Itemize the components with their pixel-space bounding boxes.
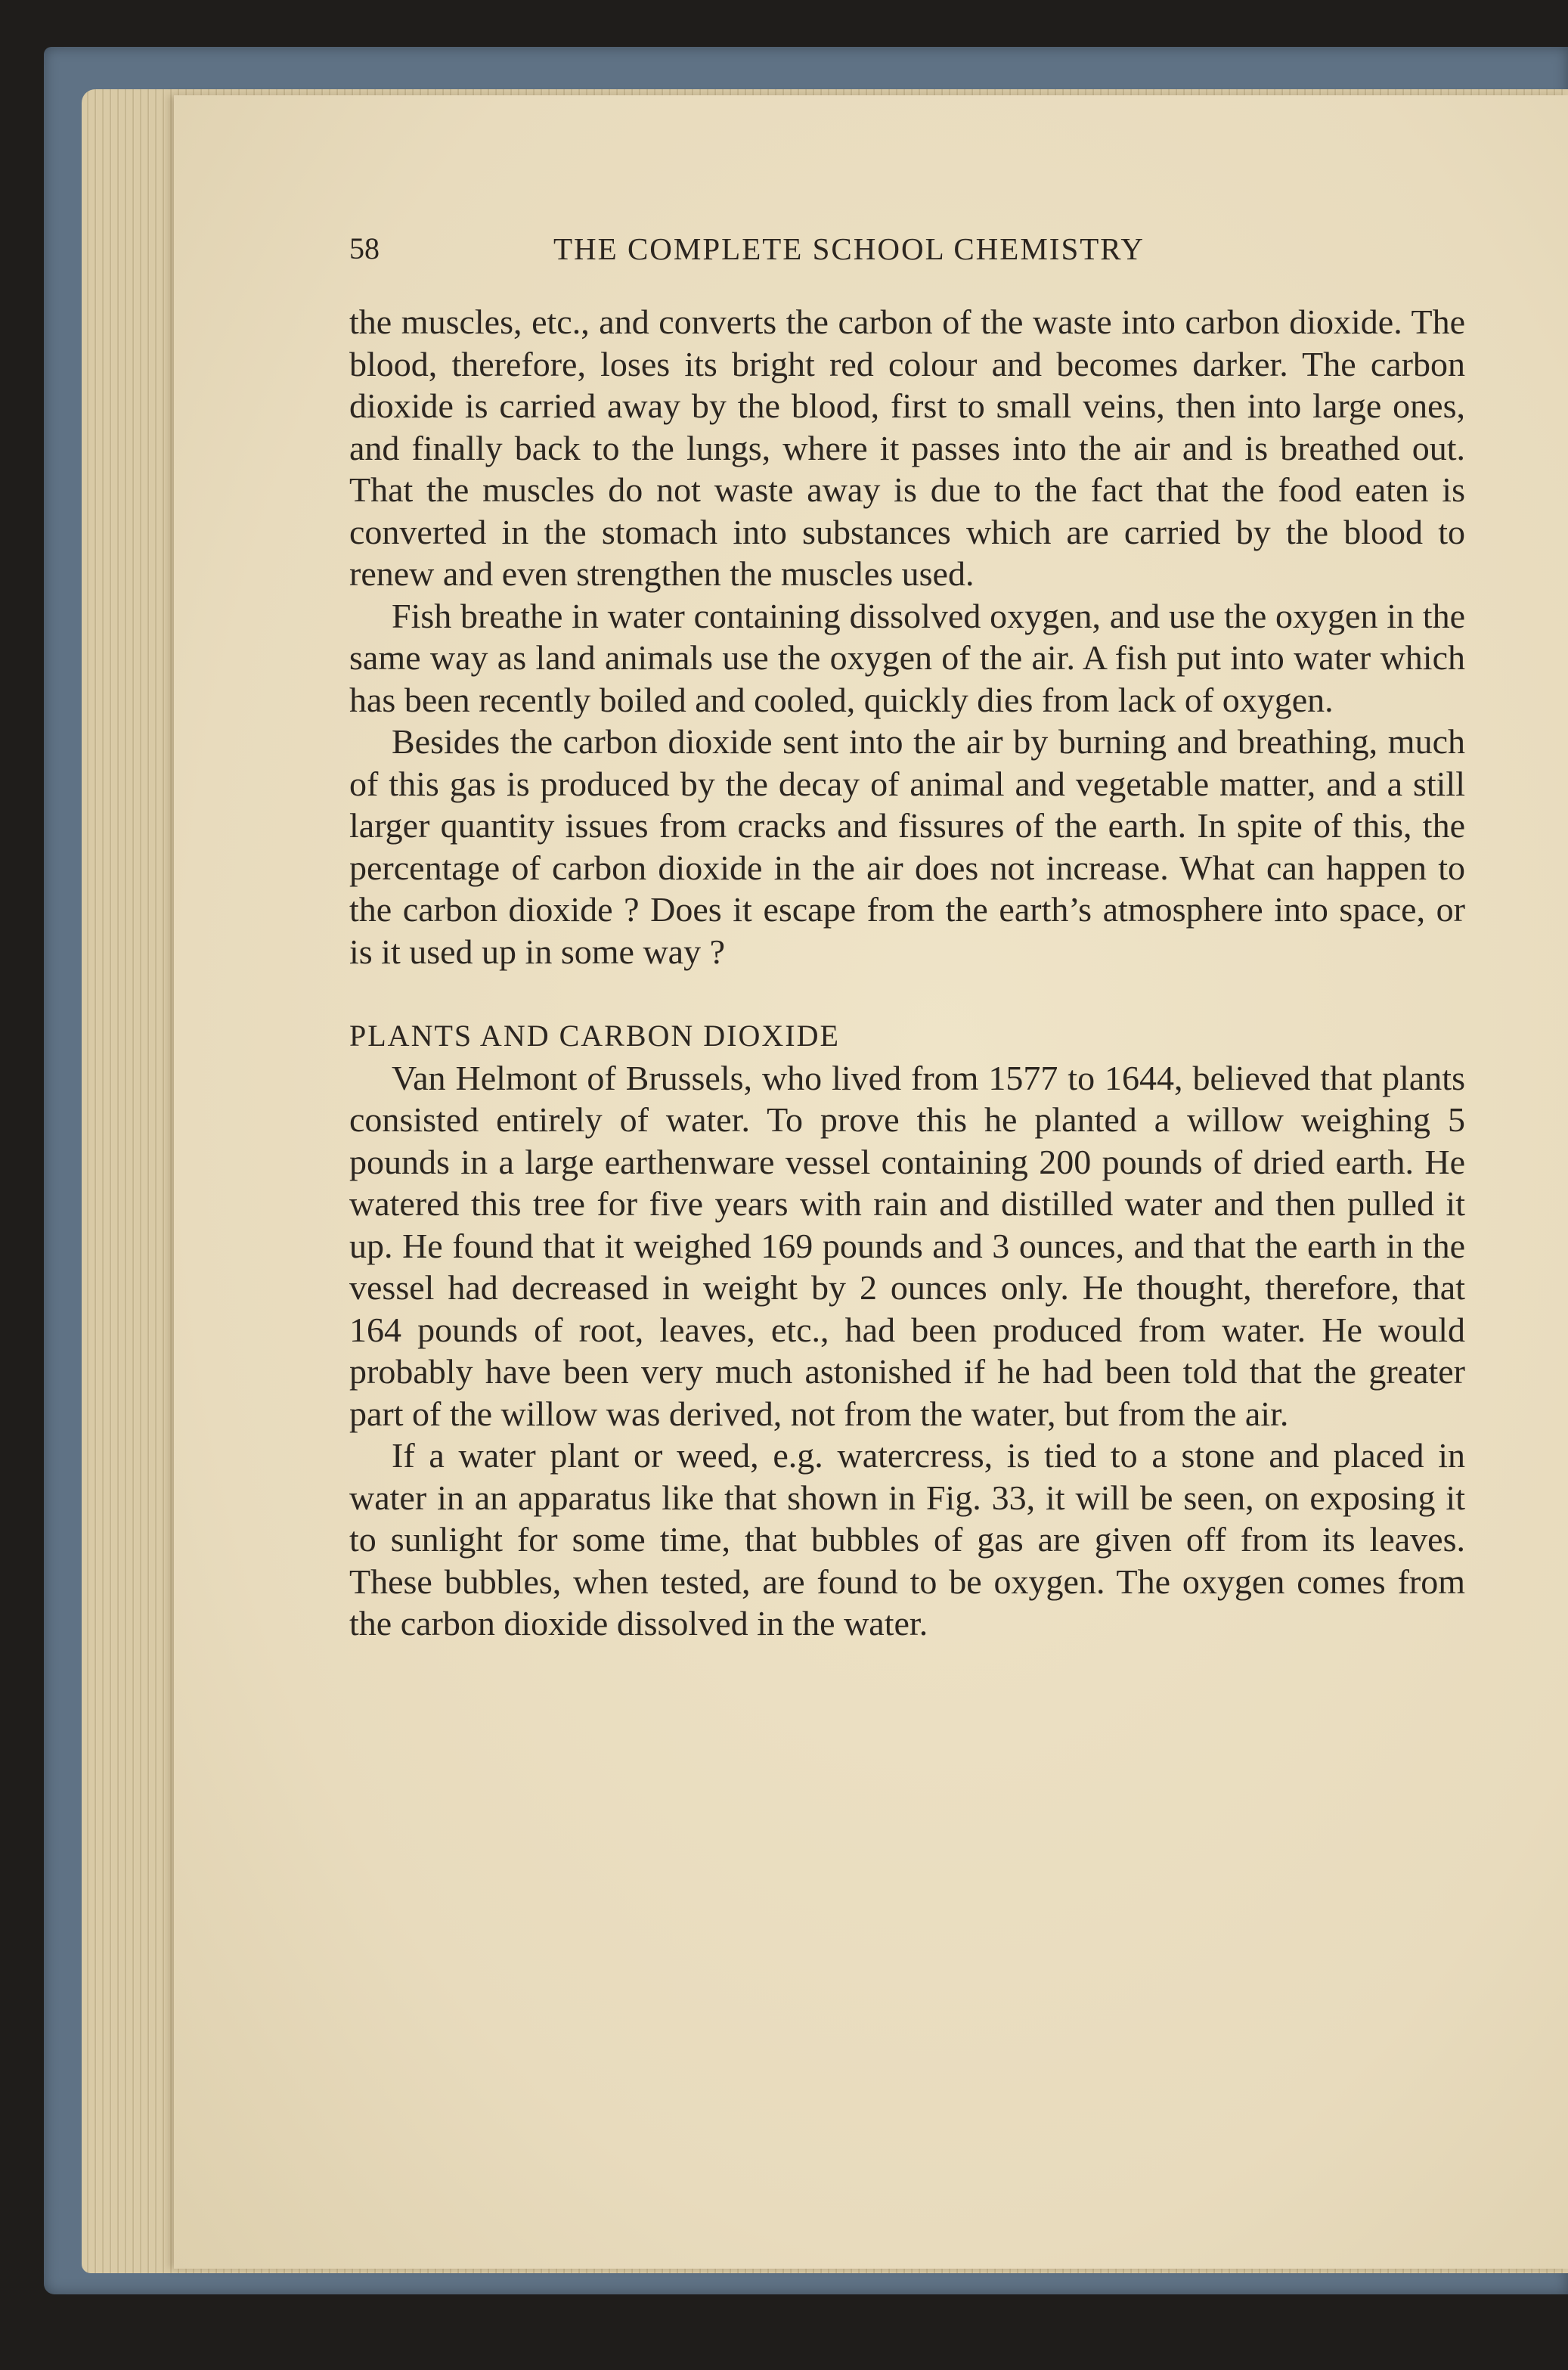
page-body [349, 301, 1465, 1645]
running-head: THE COMPLETE SCHOOL CHEMISTRY [553, 231, 1145, 266]
paragraph: Besides the carbon dioxide sent into the air by burning and breathing, much of this gas is produced by the decay of animal and vegetable matter, and a still larger quantity issues from cracks and fissures of the earth. In spite of this, the percentage of carbon dioxide in the air does not increase. What can happen to the carbon dioxide ? Does it escape from the earth’s atmosphere into space, or is it used up in some way ? [349, 722, 1465, 971]
paragraph: the muscles, etc., and converts the carbon of the waste into carbon dioxide. The blood, therefore, loses its bright red colour and becomes darker. The carbon dioxide is carried away by the blood, first to small veins, then into large ones, and finally back to the lungs, where it passes into the air and is breathed out. That the muscles do not waste away is due to the fact that the food eaten is converted in the stomach into substances which are carried by the blood to renew and even strengthen the muscles used. [349, 302, 1465, 593]
paragraph: If a water plant or weed, e.g. watercress, is tied to a stone and placed in water in an apparatus like that shown in Fig. 33, it will be seen, on exposing it to sunlight for some time, that bubbles of gas are given off from its leaves. These bubbles, when tested, are found to be oxygen. The oxygen comes from the carbon dioxide dissolved in the water. [349, 1436, 1465, 1643]
paragraph: Fish breathe in water containing dissolved oxygen, and use the oxygen in the same way as land animals use the oxygen of the air. A fish put into water which has been recently boiled and cooled, quickly dies from lack of oxygen. [349, 596, 1465, 719]
page-header [349, 231, 1465, 276]
section-heading: PLANTS AND CARBON DIOXIDE [349, 1019, 840, 1053]
paragraph: Van Helmont of Brussels, who lived from 1577 to 1644, believed that plants consisted entirely of water. To prove this he planted a willow weighing 5 pounds in a large earthenware vessel containing 200 pounds of dried earth. He watered this tree for five years with rain and distilled water and then pulled it up. He found that it weighed 169 pounds and 3 ounces, and that the earth in the vessel had decreased in weight by 2 ounces only. He thought, therefore, that 164 pounds of root, leaves, etc., had been produced from water. He would probably have been very much astonished if he had been told that the greater part of the willow was derived, not from the water, but from the air. [349, 1058, 1465, 1433]
page-number: 58 [349, 231, 380, 265]
